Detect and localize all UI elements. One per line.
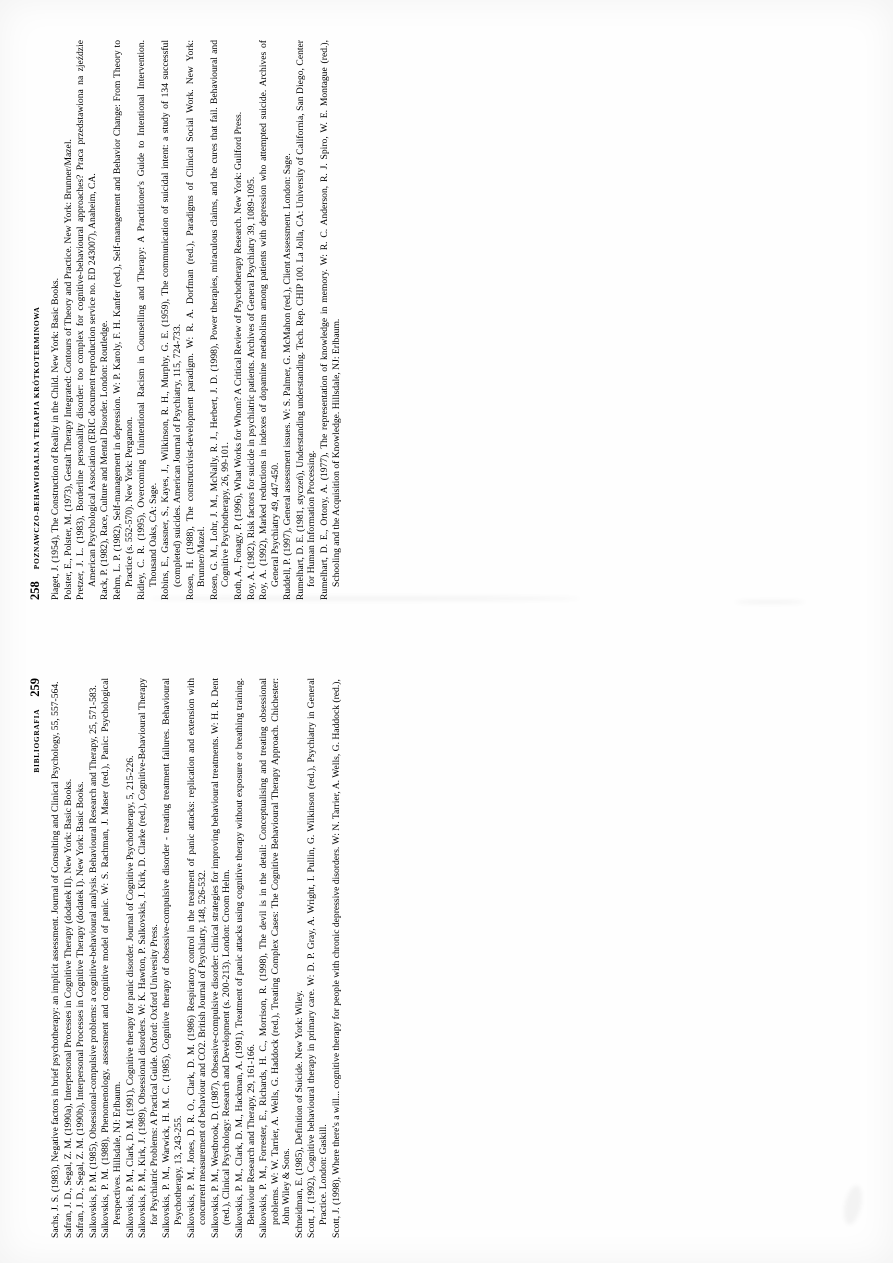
running-head-left: [28, 40, 40, 600]
folio-right: 259: [28, 678, 42, 697]
reference-entry: Salkovskis, P. M. (1985), Obsessional-compulsive problems: a cognitive-behavioural analysis. Behavioural Research and Therapy, 25, 571-583.: [87, 685, 99, 1238]
reference-entry: Salkovskis, P. M., Warwick, H. M. C. (1985), Cognitive therapy of obsessive-compulsive disorder - treating treatment failures. Behavioural Psychotherapy, 13, 243-255.: [161, 678, 184, 1238]
running-title-right: BIBLIOGRAFIA: [32, 708, 41, 773]
reference-entry: Rumelhart, D. E. (1981, styczeń), Understanding understanding. Tech. Rep. CHIP 100. La Jolla, CA: University of California, San Diego, Center for Human Information Processing.: [294, 40, 318, 600]
reference-entry: Rosen, G. M., Lohr, J. M., McNally, R. J., Herbert, J. D. (1998), Power therapies, miraculous claims, and the cures that fail. Behavioural and Cognitive Psychotherapy, 26, 99-101.: [208, 40, 232, 600]
reference-entry: Sachs, J. S. (1983), Negative factors in brief psychotherapy: an implicit assessment. Journal of Consulting and Clinical Psychology, 55, 557-564.: [50, 681, 61, 1238]
reference-entry: Salkovskis, P. M., Jones, D. R. O., Clark, D. M. (1986) Respiratory control in the treatment of panic attacks: replication and extension with concurrent measurement of behaviour and CO2. British Journal of Psychiatry, 148, 526-532.: [185, 678, 209, 1238]
reference-entry: Scott, J. (1992), Cognitive behavioural therapy in primary care. W: D. P. Gray, A. Wright, I. Pullin, G. Wilkinson (red.), Psychiatry in General Practice. London: Gaskill.: [306, 678, 330, 1238]
reference-entry: Rosen, H. (1988), The constructivist-development paradigm. W: R. A. Dorfman (red.), Paradigms of Clinical Social Work. New York: Brunner/Mazel.: [184, 40, 208, 600]
page-right: [28, 678, 628, 1238]
reference-entry: Roy, A. (1982), Risk factors for suicide in psychiatric patients. Archives of General Psychiatry 39, 1089-1095.: [245, 176, 257, 600]
reference-entry: Salkovskis, P. M., Westbrook, D. (1987), Obsessive-compulsive disorder: clinical strategies for improving behavioural treatments. W: H. R. Dent (red.), Clinical Psychology: Research and Development (s. 200-213). London: Croom Helm.: [209, 678, 233, 1238]
reference-entry: Roy, A. (1992), Marked reductions in indexes of dopamine metabolism among patients with depression who attempted suicide. Archives of General Psychiatry 49, 447-450.: [258, 40, 281, 600]
reference-entry: Piaget, J. (1954), The Construction of Reality in the Child. New York: Basic Books.: [50, 278, 61, 600]
folio-left: 258: [28, 581, 42, 600]
reference-entry: Rehm, L. P. (1982), Self-management in depression. W: P. Karoly, F. H. Kanfer (red.), Self-management and Behavior Change: From Theory to Practice (s. 552-570). New York: Pergamon.: [111, 40, 135, 600]
reference-entry: Salkovskis, P. M., Clark, D. M., Hackman, A. (1991), Treatment of panic attacks using cognitive therapy without exposure or breathing training. Behaviour Research and Therapy, 29, 161-166.: [233, 678, 257, 1238]
running-head-right: [28, 678, 40, 1238]
reference-entry: Safran, J. D., Segal, Z. M. (1990b), Interpersonal Processes in Cognitive Therapy (dodatek I). New York: Basic Books.: [75, 781, 87, 1238]
reference-entry: Scott, J. (1998), Where there's a will... cognitive therapy for people with chronic depressive disorders. W: N. Tarrier, A. Wells, G. Haddock (red.),: [330, 679, 342, 1238]
reference-list-left: [50, 40, 342, 600]
reference-entry: Ruddell, P. (1997), General assessment issues. W: S. Palmer, G. McMahon (red.), Client Assessment. London: Sage.: [282, 153, 294, 600]
reference-list-right: [50, 678, 342, 1238]
reference-entry: Safran, J. D., Segal, Z. M. (1990a), Interpersonal Processes in Cognitive Therapy (dodatek II). New York: Basic Books.: [62, 778, 74, 1238]
reference-entry: Salkovskis, P. M., Kirk, J. (1989), Obsessional disorders. W: K. Hawton, P. Salkovskis, J. Kirk, D. Clarke (red.), Cognitive-Behavioural Therapy for Psychiatric Problems: A Practical Guide. Oxford: Oxford University Press.: [137, 678, 160, 1238]
running-title-left: POZNAWCZO-BEHAWIORALNA TERAPIA KRÓTKOTERMINOWA: [32, 306, 41, 570]
scan-artifact: [735, 600, 805, 604]
reference-entry: Roth, A., Fonagy, P. (1996), What Works for Whom? A Critical Review of Psychotherapy Research. New York: Guilford Press.: [232, 111, 244, 600]
reference-entry: Polster, E., Polster, M. (1973), Gestalt Therapy Integrated: Contours of Theory and Practice. New York: Brunner/Mazel.: [62, 139, 74, 600]
reference-entry: Salkovskis, P. M. (1988), Phenomenology, assessment and cognitive model of panic. W: S. Rachman, J. Maser (red.), Panic: Psychological Perspectives. Hillsdale, NJ: Erlbaum.: [100, 678, 123, 1238]
reference-entry: Salkovskis, P. M., Forrester, E., Richards, H. C., Morrison, R. (1998), The devil is in the detail: Conceptualising and treating obsessional problems. W: W. Tarrier, A. Wells, G. Haddock (red.), Treating Complex Cases: The Cognitive Behavioural Therapy Approach. Chichester: John Wiley & Sons.: [258, 678, 293, 1238]
page-left: [28, 40, 628, 600]
reference-entry: Ridley, C. R. (1995), Overcoming Unintentional Racism in Counselling and Therapy: A Practitioner's Guide to Intentional Intervention. Thousand Oaks, CA: Sage.: [136, 40, 159, 600]
reference-entry: Salkovskis, P. M., Clark, D. M. (1991), Cognitive therapy for panic disorder. Journal of Cognitive Psychotherapy, 5, 215-226.: [124, 755, 136, 1238]
reference-entry: Schneidman, E. (1985), Definition of Suicide. New York: Wiley.: [293, 990, 305, 1238]
reference-entry: Rack, P. (1982), Race, Culture and Mental Disorder. London: Routledge.: [99, 320, 111, 600]
reference-entry: Pretzer, J. L. (1983), Borderline personality disorder: too complex for cognitive-behavioural approaches? Praca przedstawiona na zjeździe American Psychological Association (ERIC document reproduction service no. ED 243007), Anaheim, CA.: [75, 40, 98, 600]
scan-artifact: [150, 596, 580, 601]
reference-entry: Rumelhart, D. E., Ortony, A. (1977), The representation of knowledge in memory. W: R. C. Anderson, R. J. Spiro, W. E. Montague (red.), Schooling and the Acquisition of Knowledge. Hillsdale, NJ: Erlbaum.: [319, 40, 342, 600]
reference-entry: Robins, E., Gassner, S., Kayes, J., Wilkinson, R. H., Murphy, G. E. (1959), The communication of suicidal intent: a study of 134 successful (completed) suicides. American Journal of Psychiatry, 115, 724-733.: [160, 40, 183, 600]
